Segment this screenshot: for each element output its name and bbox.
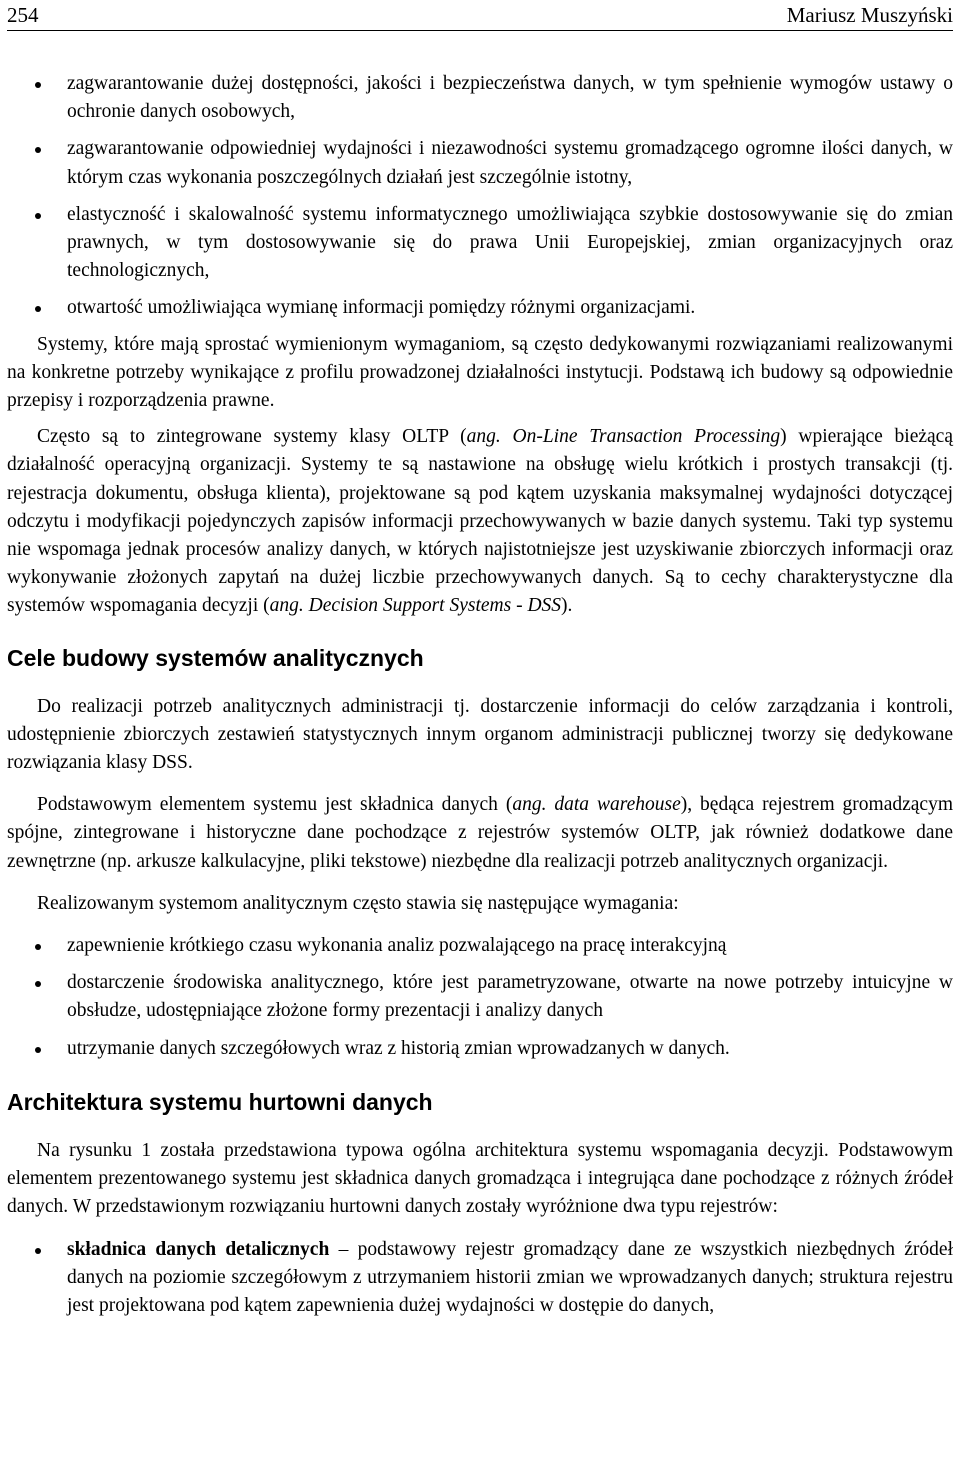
requirements-list [7,70,953,323]
italic-run: ang. On-Line Transaction Processing [466,426,781,448]
text-run: ). [561,595,573,617]
page-number: 254 [7,3,39,27]
list-item: elastyczność i skalowalność systemu informatycznego umożliwiająca szybkie dostosowywanie się do zmian prawnych, w tym dostosowywanie się do prawa Unii Europejskiej, zmian organizacyjnych oraz technologicznych, [7,201,953,286]
list-item: utrzymanie danych szczegółowych wraz z historią zmian wprowadzanych w danych. [7,1035,953,1063]
bold-term: składnica danych detalicznych [67,1238,330,1260]
text-run: ) wpierające bieżącą działalność operacyjną organizacji. Systemy te są nastawione na obsługę wielu krótkich i prostych transakcji (tj. rejestracja dokumentu, obsługa klienta), projektowane są pod kątem uzyskania maksymalnej wydajności dotyczącej odczytu i modyfikacji pojedynczych zapisów informacji przechowywanych w bazie danych systemu. Taki typ systemu nie wspomaga jednak procesów analizy danych, w których najistotniejsze jest uzyskiwanie zbiorczych informacji oraz wykonywanie złożonych zapytań na dużej liczbie przechowywanych danych. Są to cechy charakterystyczne dla systemów wspomagania decyzji ( [7,426,953,617]
paragraph: Realizowanym systemom analitycznym często stawia się następujące wymagania: [37,892,679,914]
section-heading: Architektura systemu hurtowni danych [7,1088,433,1115]
section-heading: Cele budowy systemów analitycznych [7,644,424,671]
paragraph: Systemy, które mają sprostać wymienionym wymaganiom, są często dedykowanymi rozwiązaniami realizowanymi na konkretne potrzeby wynikające z profilu prowadzonej działalności instytucji. Podstawą ich budowy są odpowiednie przepisy i rozporządzenia prawne. [7,333,953,412]
paragraph: Na rysunku 1 została przedstawiona typowa ogólna architektura systemu wspomagania decyzji. Podstawowym elementem prezentowanego systemu jest składnica danych gromadząca i integrująca dane pochodzące z różnych źródeł danych. W przedstawionym rozwiązaniu hurtowni danych zostały wyróżnione dwa typu rejestrów: [7,1139,953,1218]
registers-list [7,1236,953,1321]
text-run: ), będąca rejestrem gromadzącym spójne, zintegrowane i historyczne dane pochodzące z rejestrów systemów OLTP, jak również dodatkowe dane zewnętrzne (np. arkusze kalkulacyjne, pliki tekstowe) niezbędne dla realizacji potrzeb analitycznych organizacji. [7,794,953,872]
list-item: zagwarantowanie dużej dostępności, jakości i bezpieczeństwa danych, w tym spełnienie wymogów ustawy o ochronie danych osobowych, [7,70,953,126]
list-item: otwartość umożliwiająca wymianę informacji pomiędzy różnymi organizacjami. [7,294,953,322]
analytics-requirements-list [7,932,953,1063]
text-run: – podstawowy rejestr gromadzący dane ze wszystkich niezbędnych źródeł danych na poziomie szczegółowym z utrzymaniem historii zmian we wprowadzanych danych; struktura rejestru jest projektowana pod kątem zapewnienia dużej wydajności w dostępie do danych, [67,1238,953,1316]
paragraph: Do realizacji potrzeb analitycznych administracji tj. dostarczenie informacji do celów zarządzania i kontroli, udostępnienie zbiorczych zestawień statystycznych innym organom administracji publicznej tworzy się dedykowane rozwiązania klasy DSS. [7,695,953,774]
italic-run: ang. Decision Support Systems - DSS [269,595,562,617]
author-name: Mariusz Muszyński [786,3,953,27]
text-run: Często są to zintegrowane systemy klasy OLTP ( [37,426,467,448]
italic-run: ang. data warehouse [512,794,681,816]
body-text [7,70,953,1320]
text-run: Podstawowym elementem systemu jest składnica danych ( [37,794,513,816]
list-item: zagwarantowanie odpowiedniej wydajności i niezawodności systemu gromadzącego ogromne ilości danych, w którym czas wykonania poszczególnych działań jest szczególnie istotny, [7,135,953,191]
list-item: zapewnienie krótkiego czasu wykonania analiz pozwalającego na pracę interakcyjną [7,932,953,960]
running-header [7,0,953,31]
list-item: dostarczenie środowiska analitycznego, które jest parametryzowane, otwarte na nowe potrzeby intuicyjne w obsłudze, udostępniające złożone formy prezentacji i analizy danych [7,969,953,1025]
paragraph [7,423,953,620]
paragraph [7,791,953,876]
list-item [7,1236,953,1321]
